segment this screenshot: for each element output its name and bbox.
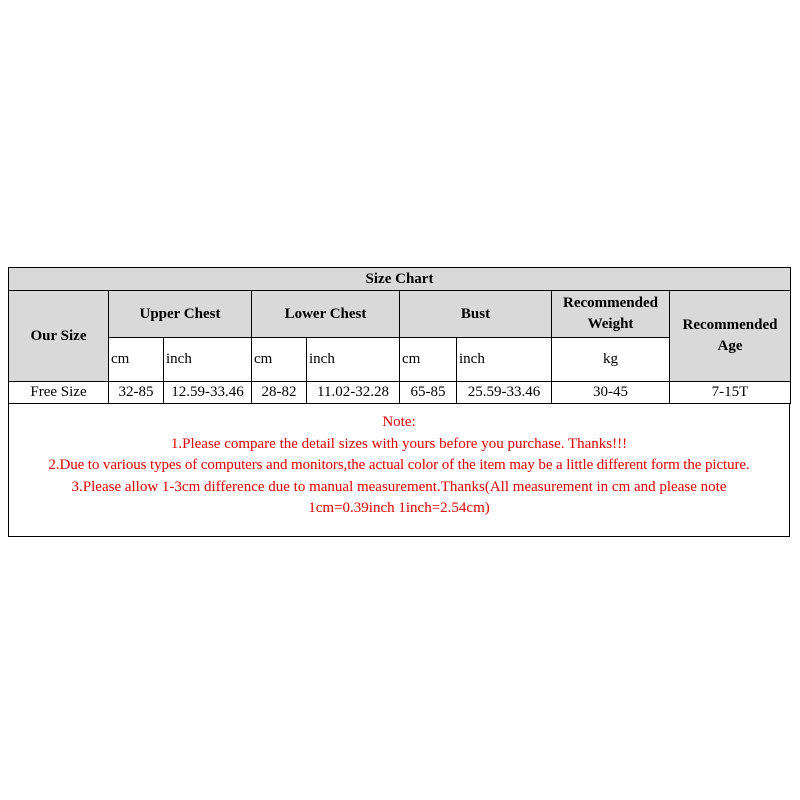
notes-heading: Note: bbox=[382, 414, 416, 430]
lower-chest-cm-unit: cm bbox=[252, 338, 307, 382]
upper-chest-header: Upper Chest bbox=[109, 291, 252, 338]
bust-cm-unit: cm bbox=[400, 338, 457, 382]
lower-chest-inch-cell: 11.02-32.28 bbox=[307, 382, 400, 404]
lower-chest-cm-cell: 28-82 bbox=[252, 382, 307, 404]
upper-chest-cm-unit: cm bbox=[109, 338, 164, 382]
upper-chest-inch-cell: 12.59-33.46 bbox=[164, 382, 252, 404]
size-chart-table bbox=[8, 267, 791, 404]
recommended-age-header: Recommended Age bbox=[670, 291, 791, 382]
size-chart-title: Size Chart bbox=[9, 268, 791, 291]
notes-section bbox=[8, 404, 790, 537]
note-line-3b: 1cm=0.39inch 1inch=2.54cm) bbox=[308, 500, 490, 516]
bust-inch-unit: inch bbox=[457, 338, 552, 382]
size-cell: Free Size bbox=[9, 382, 109, 404]
lower-chest-inch-unit: inch bbox=[307, 338, 400, 382]
weight-kg-unit: kg bbox=[552, 338, 670, 382]
our-size-header: Our Size bbox=[9, 291, 109, 382]
age-cell: 7-15T bbox=[670, 382, 791, 404]
upper-chest-inch-unit: inch bbox=[164, 338, 252, 382]
table-row bbox=[9, 382, 791, 404]
size-chart bbox=[8, 267, 790, 537]
recommended-weight-header: Recommended Weight bbox=[552, 291, 670, 338]
lower-chest-header: Lower Chest bbox=[252, 291, 400, 338]
note-line-3a: 3.Please allow 1-3cm difference due to manual measurement.Thanks(All measurement in cm and please note bbox=[71, 478, 727, 495]
weight-cell: 30-45 bbox=[552, 382, 670, 404]
upper-chest-cm-cell: 32-85 bbox=[109, 382, 164, 404]
bust-cm-cell: 65-85 bbox=[400, 382, 457, 404]
note-line-1: 1.Please compare the detail sizes with yours before you purchase. Thanks!!! bbox=[170, 435, 628, 452]
bust-inch-cell: 25.59-33.46 bbox=[457, 382, 552, 404]
note-line-2: 2.Due to various types of computers and monitors,the actual color of the item may be a little different form the picture. bbox=[48, 457, 750, 473]
bust-header: Bust bbox=[400, 291, 552, 338]
